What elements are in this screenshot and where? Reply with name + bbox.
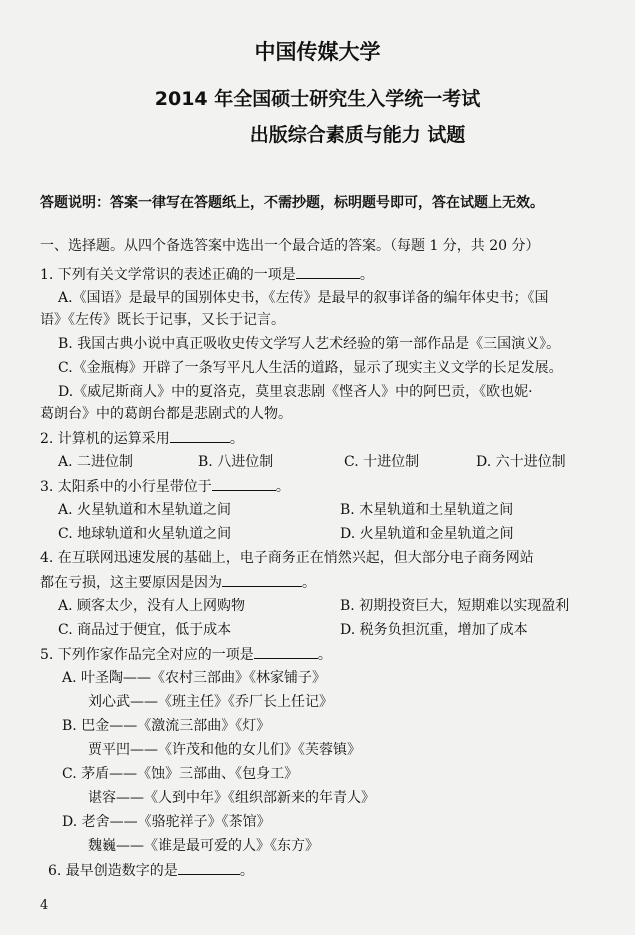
q1-option-d-line2: 葛朗台》中的葛朗台都是悲剧式的人物。 (40, 406, 292, 422)
question-1: 1. 下列有关文学常识的表述正确的一项是 。 (40, 264, 374, 285)
q1-option-c: C.《金瓶梅》开辟了一条写平凡人生活的道路，显示了现实主义文学的长足发展。 (58, 360, 563, 376)
question-4-stem: 都在亏损，这主要原因是因为 (40, 575, 222, 591)
question-5-stem: 5. 下列作家作品完全对应的一项是 (40, 647, 254, 663)
q2-option-c: C. 十进位制 (344, 454, 420, 470)
answer-blank (170, 428, 230, 443)
q2-option-a: A. 二进位制 (58, 454, 134, 470)
answer-blank (296, 264, 360, 279)
q1-option-d-line1: D.《威尼斯商人》中的夏洛克，莫里哀悲剧《悭吝人》中的阿巴贡，《欧也妮· (58, 384, 533, 400)
exam-title: 2014 年全国硕士研究生入学统一考试 (154, 88, 481, 110)
question-4-line2: 都在亏损，这主要原因是因为 。 (40, 572, 316, 593)
q5-option-d-line1: D. 老舍——《骆驼祥子》《茶馆》 (62, 814, 271, 830)
q4-option-d: D. 税务负担沉重，增加了成本 (340, 622, 528, 638)
q5-option-a-line1: A. 叶圣陶——《农村三部曲》《林家铺子》 (62, 670, 327, 686)
question-5: 5. 下列作家作品完全对应的一项是 。 (40, 644, 332, 665)
question-6: 6. 最早创造数字的是 。 (48, 860, 254, 881)
question-2: 2. 计算机的运算采用 。 (40, 428, 244, 449)
q5-option-b-line1: B. 巴金——《激流三部曲》《灯》 (62, 718, 271, 734)
q3-option-a: A. 火星轨道和木星轨道之间 (58, 502, 232, 518)
q4-option-c: C. 商品过于便宜，低于成本 (58, 622, 232, 638)
university-title: 中国传媒大学 (254, 40, 381, 64)
q5-option-a-line2: 刘心武——《班主任》《乔厂长上任记》 (88, 694, 333, 710)
subject-title: 出版综合素质与能力 试题 (249, 124, 466, 146)
question-2-stem: 2. 计算机的运算采用 (40, 431, 170, 447)
q3-option-d: D. 火星轨道和金星轨道之间 (340, 526, 514, 542)
q1-option-a-line1: A.《国语》是最早的国别体史书，《左传》是最早的叙事详备的编年体史书；《国 (58, 290, 549, 306)
q1-option-b: B. 我国古典小说中真正吸收史传文学写人艺术经验的第一部作品是《三国演义》。 (58, 336, 561, 352)
q3-option-b: B. 木星轨道和土星轨道之间 (340, 502, 514, 518)
q5-option-d-line2: 魏巍——《谁是最可爱的人》《东方》 (88, 838, 319, 854)
question-6-stem: 6. 最早创造数字的是 (48, 863, 178, 879)
section-heading: 一、选择题。从四个备选答案中选出一个最合适的答案。（每题 1 分，共 20 分） (40, 238, 540, 254)
q4-option-a: A. 顾客太少，没有人上网购物 (58, 598, 246, 614)
answer-blank (178, 860, 240, 875)
q4-option-b: B. 初期投资巨大，短期难以实现盈利 (340, 598, 570, 614)
q1-option-a-line2: 语》《左传》既长于记事，又长于记言。 (40, 312, 285, 328)
question-1-stem: 1. 下列有关文学常识的表述正确的一项是 (40, 267, 296, 283)
page-number: 4 (40, 898, 49, 913)
q5-option-c-line2: 谌容——《人到中年》《组织部新来的年青人》 (88, 790, 375, 806)
q3-option-c: C. 地球轨道和火星轨道之间 (58, 526, 232, 542)
answer-blank (254, 644, 318, 659)
question-3: 3. 太阳系中的小行星带位于 。 (40, 476, 290, 497)
q5-option-b-line2: 贾平凹——《许茂和他的女儿们》《芙蓉镇》 (88, 742, 361, 758)
q2-option-b: B. 八进位制 (198, 454, 274, 470)
answer-blank (212, 476, 276, 491)
q5-option-c-line1: C. 茅盾——《蚀》三部曲、《包身工》 (62, 766, 299, 782)
answer-blank (222, 572, 302, 587)
answer-instructions: 答题说明：答案一律写在答题纸上，不需抄题，标明题号即可，答在试题上无效。 (40, 195, 544, 211)
q2-option-d: D. 六十进位制 (476, 454, 566, 470)
question-3-stem: 3. 太阳系中的小行星带位于 (40, 479, 212, 495)
question-4-line1: 4. 在互联网迅速发展的基础上，电子商务正在悄然兴起，但大部分电子商务网站 (40, 550, 534, 566)
